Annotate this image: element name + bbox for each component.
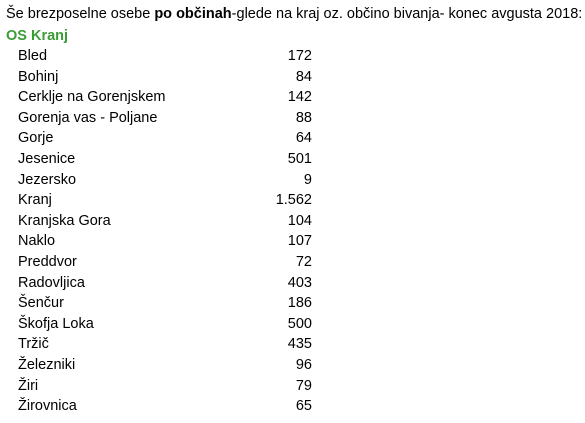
list-item: [0, 128, 330, 149]
list-item: [0, 46, 330, 67]
list-item: [0, 87, 330, 108]
unemployed-count: 500: [287, 315, 312, 332]
unemployed-count: 403: [287, 274, 312, 291]
heading-prefix: Še brezposelne osebe: [6, 6, 155, 22]
unemployed-count: 142: [287, 89, 312, 106]
municipality-name: Preddvor: [18, 253, 77, 270]
list-item: [0, 67, 330, 88]
municipality-list: [0, 46, 330, 417]
municipality-name: Kranjska Gora: [18, 212, 111, 229]
municipality-name: Gorje: [18, 130, 54, 147]
unemployed-count: 65: [295, 398, 312, 415]
municipality-name: Bohinj: [18, 68, 59, 85]
unemployed-count: 72: [295, 253, 312, 270]
unemployed-count: 1.562: [275, 192, 312, 209]
heading-suffix: -glede na kraj oz. občino bivanja- konec avgusta 2018:: [231, 6, 583, 22]
list-item: [0, 231, 330, 252]
page-heading: [6, 4, 582, 24]
municipality-name: Jezersko: [18, 171, 77, 188]
list-item: [0, 108, 330, 129]
list-item: [0, 314, 330, 335]
municipality-name: Škofja Loka: [18, 315, 94, 332]
unemployed-count: 64: [295, 130, 312, 147]
list-item: [0, 293, 330, 314]
unemployed-count: 104: [287, 212, 312, 229]
unemployed-count: 96: [295, 356, 312, 373]
unemployed-count: 186: [287, 295, 312, 312]
list-item: [0, 376, 330, 397]
list-item: [0, 170, 330, 191]
list-item: [0, 149, 330, 170]
list-item: [0, 190, 330, 211]
list-item: [0, 273, 330, 294]
municipality-name: Tržič: [18, 336, 49, 353]
list-item: [0, 355, 330, 376]
municipality-name: Naklo: [18, 233, 56, 250]
list-item: [0, 334, 330, 355]
unemployed-count: 79: [295, 377, 312, 394]
municipality-name: Radovljica: [18, 274, 85, 291]
municipality-name: Kranj: [18, 192, 52, 209]
unemployed-count: 107: [287, 233, 312, 250]
municipality-name: Šenčur: [18, 295, 64, 312]
unemployed-count: 88: [295, 109, 312, 126]
municipality-name: Žirovnica: [18, 398, 77, 415]
municipality-name: Jesenice: [18, 150, 76, 167]
unemployed-count: 9: [303, 171, 312, 188]
municipality-name: Železniki: [18, 356, 76, 373]
section-title: OS Kranj: [6, 28, 69, 44]
unemployed-count: 172: [287, 48, 312, 64]
list-item: [0, 396, 330, 417]
unemployed-count: 501: [287, 150, 312, 167]
list-item: [0, 211, 330, 232]
unemployed-count: 84: [295, 68, 312, 85]
municipality-name: Bled: [18, 48, 48, 64]
municipality-name: Žiri: [18, 377, 39, 394]
unemployed-count: 435: [287, 336, 312, 353]
list-item: [0, 252, 330, 273]
municipality-name: Gorenja vas - Poljane: [18, 109, 158, 126]
heading-bold: po občinah: [154, 6, 232, 22]
municipality-name: Cerklje na Gorenjskem: [18, 89, 166, 106]
